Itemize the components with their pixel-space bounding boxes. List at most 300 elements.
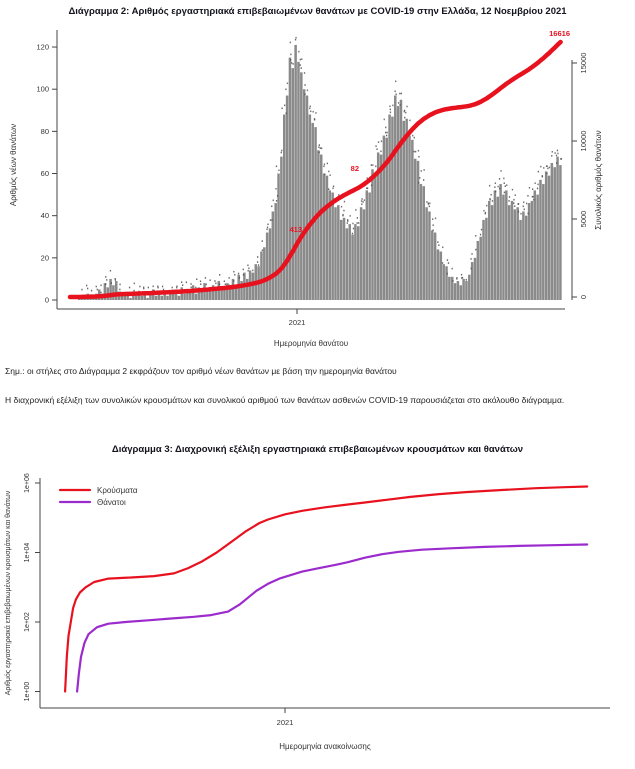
speck <box>533 199 534 201</box>
speck <box>495 191 496 193</box>
speck <box>418 182 419 184</box>
speck <box>115 278 116 280</box>
speck <box>271 219 272 221</box>
speck <box>91 290 92 292</box>
speck <box>100 285 101 287</box>
bar <box>195 294 198 300</box>
bar <box>397 106 400 300</box>
speck <box>278 170 279 172</box>
bar <box>146 298 149 300</box>
speck <box>238 273 239 275</box>
bar <box>280 157 283 300</box>
bar <box>548 176 551 300</box>
speck <box>357 217 358 219</box>
bar <box>437 249 440 300</box>
bar <box>479 237 482 300</box>
bar <box>351 235 354 300</box>
bar <box>309 115 312 301</box>
y-tick-label: 1e+02 <box>24 612 31 632</box>
speck <box>475 249 476 251</box>
cumulative-cases-deaths-chart <box>0 458 635 769</box>
bar <box>129 298 132 300</box>
bar <box>263 247 266 300</box>
speck <box>148 287 149 289</box>
y-tick-label: 1e+04 <box>24 542 31 563</box>
bar <box>337 205 340 300</box>
speck <box>134 283 135 285</box>
legend <box>60 486 138 507</box>
speck <box>243 274 244 276</box>
speck <box>452 280 453 282</box>
speck <box>320 147 321 149</box>
speck <box>200 281 201 283</box>
speck <box>233 271 234 273</box>
speck <box>341 206 342 208</box>
bar <box>388 115 391 301</box>
speck <box>86 285 87 287</box>
bar <box>232 279 235 300</box>
bar <box>223 289 226 300</box>
speck <box>447 273 448 275</box>
bar <box>383 136 386 300</box>
speck <box>386 135 387 137</box>
speck <box>361 203 362 205</box>
speck <box>321 148 322 150</box>
bar <box>422 186 425 300</box>
bar <box>553 167 556 300</box>
speck <box>549 167 550 169</box>
speck <box>119 284 120 286</box>
bar <box>514 209 517 300</box>
bar <box>414 159 417 300</box>
bar <box>366 190 369 300</box>
bar <box>326 176 329 300</box>
bar <box>348 224 351 300</box>
bar <box>497 197 500 300</box>
speck <box>433 224 434 226</box>
speck <box>181 281 182 283</box>
body-paragraph: Η διαχρονική εξέλιξη των συνολικών κρουσμάτων και συνολικού αριθμού των θανάτων ασθενών COVID-19 παρουσιάζεται στο ακόλουθο διάγραμμα. <box>5 395 565 405</box>
bar <box>411 140 414 300</box>
speck <box>162 286 163 288</box>
chart3-title: Διάγραμμα 3: Διαχρονική εξέλιξη εργαστηριακά επιβεβαιωμένων κρουσμάτων και θανάτων <box>111 444 524 455</box>
speck <box>330 174 331 176</box>
speck <box>406 106 407 108</box>
speck <box>489 185 490 187</box>
speck <box>133 290 134 292</box>
x-axis-label: Ημερομηνία ανακοίνωσης <box>279 742 371 751</box>
speck <box>262 250 263 252</box>
speck <box>375 145 376 147</box>
bar <box>511 201 514 300</box>
speck <box>513 202 514 204</box>
speck <box>243 269 244 271</box>
speck <box>276 166 277 168</box>
speck <box>523 202 524 204</box>
bar <box>161 296 164 300</box>
speck <box>429 203 430 205</box>
speck <box>267 224 268 226</box>
bar <box>457 281 460 300</box>
speck <box>353 228 354 230</box>
bar <box>482 220 485 300</box>
bar <box>320 155 323 300</box>
bar <box>528 203 531 300</box>
speck <box>97 289 98 291</box>
speck <box>499 188 500 190</box>
speck <box>404 117 405 119</box>
speck <box>304 84 305 86</box>
speck <box>239 277 240 279</box>
speck <box>323 166 324 168</box>
bar <box>246 279 249 300</box>
bar <box>425 207 428 300</box>
speck <box>352 233 353 235</box>
bar <box>286 96 289 300</box>
deaths-by-date-chart <box>0 20 635 362</box>
speck <box>307 90 308 92</box>
speck <box>409 120 410 122</box>
speck <box>248 268 249 270</box>
speck <box>555 152 556 154</box>
speck <box>384 119 385 121</box>
speck <box>182 284 183 286</box>
speck <box>401 93 402 95</box>
speck <box>314 118 315 120</box>
speck <box>512 189 513 191</box>
speck <box>435 218 436 220</box>
speck <box>304 72 305 74</box>
speck <box>214 280 215 282</box>
speck <box>517 203 518 205</box>
speck <box>372 164 373 166</box>
speck <box>405 112 406 114</box>
speck <box>415 151 416 153</box>
bar <box>488 201 491 300</box>
speck <box>276 200 277 202</box>
speck <box>352 223 353 225</box>
speck <box>524 209 525 211</box>
speck <box>475 235 476 237</box>
speck <box>527 195 528 197</box>
speck <box>392 105 393 107</box>
speck <box>111 282 112 284</box>
speck <box>176 287 177 289</box>
y-left-tick-label: 80 <box>40 126 49 136</box>
bar <box>368 192 371 300</box>
bar <box>357 226 360 300</box>
speck <box>362 201 363 203</box>
bar <box>269 228 272 300</box>
bar <box>403 121 406 300</box>
speck <box>234 274 235 276</box>
y-right-tick-label: 5000 <box>579 210 588 228</box>
bar <box>454 283 457 300</box>
speck <box>395 81 396 83</box>
speck <box>87 288 88 290</box>
speck <box>452 268 453 270</box>
speck <box>143 287 144 289</box>
speck <box>495 182 496 184</box>
speck <box>186 282 187 284</box>
speck <box>414 137 415 139</box>
speck <box>364 199 365 201</box>
speck <box>556 155 557 157</box>
speck <box>324 174 325 176</box>
speck <box>313 111 314 113</box>
bar <box>260 252 263 300</box>
bar <box>374 174 377 300</box>
y-left-tick-label: 60 <box>40 169 49 179</box>
speck <box>105 276 106 278</box>
speck <box>532 188 533 190</box>
speck <box>486 205 487 207</box>
speck <box>491 194 492 196</box>
speck <box>514 205 515 207</box>
bar <box>462 279 465 300</box>
speck <box>523 206 524 208</box>
bar <box>124 296 127 300</box>
speck <box>310 106 311 108</box>
speck <box>542 175 543 177</box>
speck <box>412 135 413 137</box>
speck <box>262 240 263 242</box>
speck <box>529 187 530 189</box>
speck <box>509 196 510 198</box>
bar <box>371 169 374 300</box>
bar <box>442 264 445 300</box>
bar <box>334 207 337 300</box>
bar <box>460 285 463 300</box>
speck <box>275 188 276 190</box>
speck <box>421 170 422 172</box>
bar <box>266 233 269 300</box>
y-tick-label: 1e+00 <box>24 681 31 702</box>
bar <box>277 174 280 300</box>
speck <box>342 215 343 217</box>
speck <box>385 127 386 129</box>
y-left-tick-label: 0 <box>44 295 49 305</box>
bar <box>300 72 303 300</box>
cumulative-milestone-label: 413 <box>289 225 302 234</box>
speck <box>195 287 196 289</box>
speck <box>390 112 391 114</box>
bar <box>346 228 349 300</box>
speck <box>414 151 415 153</box>
speck <box>551 155 552 157</box>
bar <box>166 296 169 300</box>
speck <box>347 222 348 224</box>
speck <box>395 91 396 93</box>
speck <box>229 277 230 279</box>
speck <box>376 148 377 150</box>
speck <box>233 280 234 282</box>
speck <box>350 215 351 217</box>
speck <box>285 89 286 91</box>
speck <box>291 62 292 64</box>
speck <box>499 178 500 180</box>
speck <box>309 108 310 110</box>
bar <box>317 150 320 300</box>
speck <box>304 94 305 96</box>
bar <box>491 205 494 300</box>
bar <box>559 165 562 300</box>
bar <box>516 207 519 300</box>
speck <box>281 152 282 154</box>
speck <box>371 185 372 187</box>
speck <box>357 222 358 224</box>
bar <box>531 201 534 300</box>
speck <box>461 274 462 276</box>
speck <box>556 162 557 164</box>
y-left-tick-label: 40 <box>40 211 49 221</box>
speck <box>290 59 291 61</box>
speck <box>552 151 553 153</box>
bar <box>445 266 448 300</box>
speck <box>200 283 201 285</box>
bar <box>323 174 326 300</box>
y-right-tick-label: 15000 <box>579 52 588 74</box>
speck <box>526 203 527 205</box>
speck <box>546 173 547 175</box>
speck <box>153 286 154 288</box>
speck <box>315 112 316 114</box>
speck <box>343 210 344 212</box>
x-tick-label: 2021 <box>288 318 306 327</box>
speck <box>518 211 519 213</box>
speck <box>344 201 345 203</box>
y-axis-label: Αριθμός εργαστηριακά επιβεβαιωμένων κρουσμάτων και θανάτων <box>5 490 12 696</box>
speck <box>494 186 495 188</box>
speck <box>219 283 220 285</box>
y-right-tick-label: 10000 <box>579 130 588 152</box>
bar <box>405 119 408 300</box>
speck <box>513 199 514 201</box>
bar <box>360 207 363 300</box>
bar <box>465 281 468 300</box>
speck <box>423 179 424 181</box>
cumulative-milestone-label: 82 <box>350 164 359 173</box>
bar <box>363 209 366 300</box>
speck <box>418 156 419 158</box>
speck <box>293 63 294 65</box>
speck <box>172 287 173 289</box>
bar <box>172 294 175 300</box>
speck <box>500 170 501 172</box>
speck <box>557 150 558 152</box>
speck <box>537 188 538 190</box>
speck <box>247 265 248 267</box>
speck <box>485 213 486 215</box>
bar <box>474 258 477 300</box>
speck <box>157 286 158 288</box>
speck <box>515 194 516 196</box>
bar <box>534 190 537 300</box>
speck <box>380 151 381 153</box>
bar <box>183 294 186 300</box>
bar <box>431 230 434 300</box>
bar <box>115 281 118 300</box>
bar <box>380 155 383 300</box>
bar <box>502 195 505 300</box>
speck <box>258 264 259 266</box>
bar <box>477 241 480 300</box>
bar <box>556 157 559 300</box>
bar <box>494 190 497 300</box>
speck <box>287 83 288 85</box>
speck <box>273 200 274 202</box>
bar <box>536 195 539 300</box>
speck <box>508 200 509 202</box>
speck <box>328 188 329 190</box>
speck <box>119 289 120 291</box>
speck <box>129 287 130 289</box>
speck <box>106 279 107 281</box>
speck <box>295 39 296 41</box>
speck <box>324 164 325 166</box>
bar <box>340 220 343 300</box>
speck <box>537 184 538 186</box>
bar <box>289 58 292 300</box>
speck <box>419 177 420 179</box>
speck <box>361 198 362 200</box>
speck <box>270 219 271 221</box>
bars-group <box>78 45 562 300</box>
speck <box>105 283 106 285</box>
bar <box>343 218 346 300</box>
speck <box>481 229 482 231</box>
bar <box>206 292 209 300</box>
speck <box>560 158 561 160</box>
speck <box>210 279 211 281</box>
bar <box>274 203 277 300</box>
speck <box>281 150 282 152</box>
speck <box>505 185 506 187</box>
speck <box>498 186 499 188</box>
bar <box>525 216 528 300</box>
speck <box>225 284 226 286</box>
speck <box>300 59 301 61</box>
bar <box>417 161 420 300</box>
speck <box>504 192 505 194</box>
speck <box>319 144 320 146</box>
speck <box>389 106 390 108</box>
speck <box>266 229 267 231</box>
bar <box>468 275 471 300</box>
speck <box>432 230 433 232</box>
bar <box>499 184 502 300</box>
speck <box>437 241 438 243</box>
speck <box>190 283 191 285</box>
bar <box>354 224 357 300</box>
bar <box>178 296 181 300</box>
speck <box>277 195 278 197</box>
speck <box>219 274 220 276</box>
speck <box>447 259 448 261</box>
speck <box>547 168 548 170</box>
speck <box>96 286 97 288</box>
speck <box>543 167 544 169</box>
speck <box>257 256 258 258</box>
y-left-tick-label: 120 <box>36 42 49 52</box>
speck <box>456 278 457 280</box>
bar <box>428 211 431 300</box>
speck <box>429 206 430 208</box>
speck <box>319 152 320 154</box>
speck <box>347 219 348 221</box>
bar <box>391 117 394 300</box>
speck <box>442 247 443 249</box>
